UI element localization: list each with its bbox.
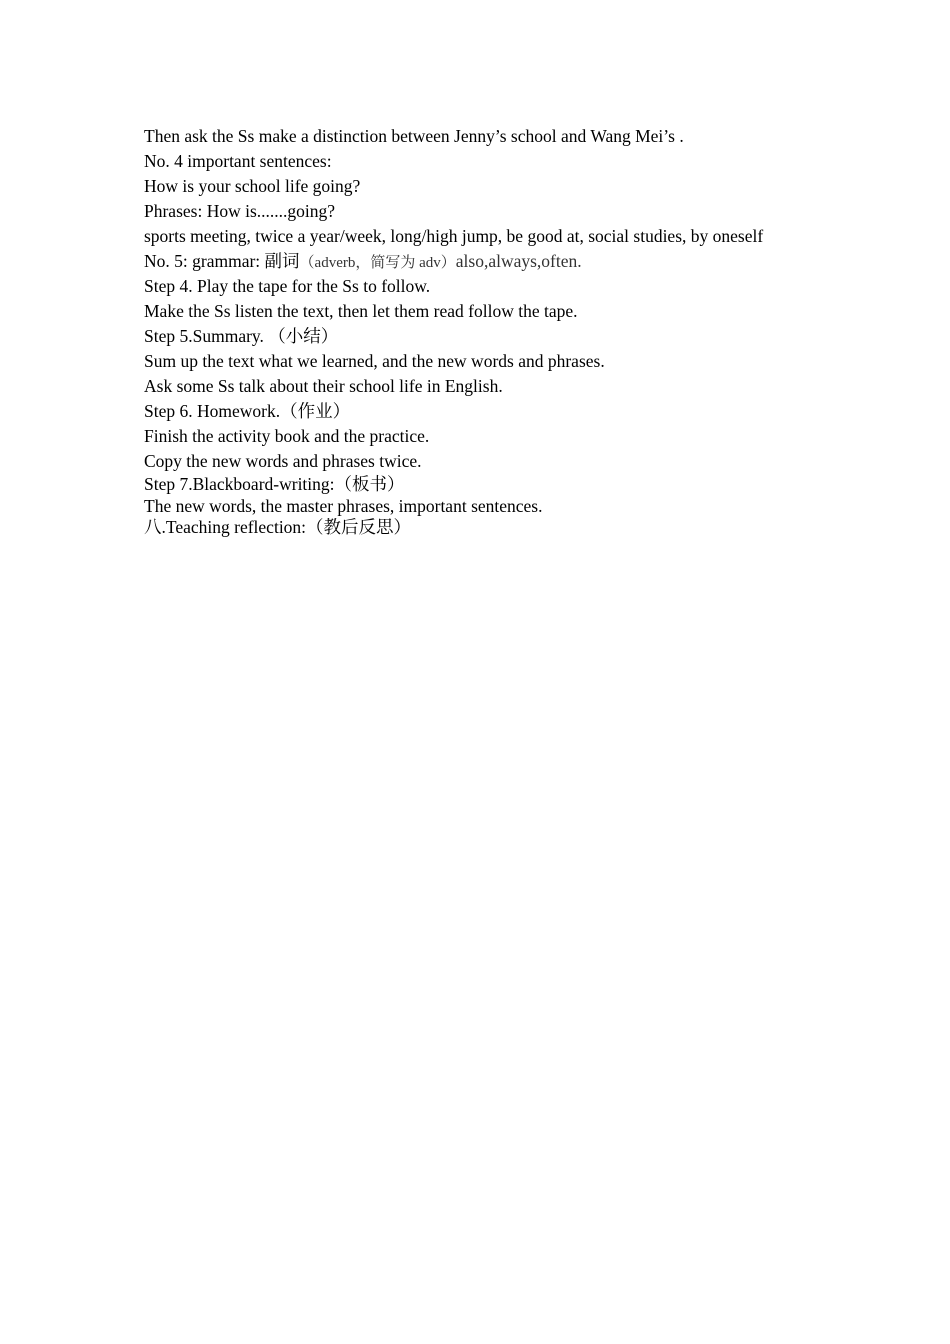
grammar-prefix: No. 5: grammar: 副词 bbox=[144, 251, 300, 271]
grammar-note: （adverb，简写为 adv） bbox=[299, 255, 456, 271]
step-5-detail-1: Sum up the text what we learned, and the new words and phrases. bbox=[144, 351, 605, 371]
instruction-line: Then ask the Ss make a distinction between Jenny’s school and Wang Mei’s . bbox=[144, 126, 684, 146]
step-6-detail-2: Copy the new words and phrases twice. bbox=[144, 451, 422, 471]
step-5-detail-2: Ask some Ss talk about their school life in English. bbox=[144, 376, 503, 396]
step-7-heading: Step 7.Blackboard-writing:（板书） bbox=[144, 474, 405, 494]
teaching-reflection-heading: 八.Teaching reflection:（教后反思） bbox=[144, 517, 412, 537]
example-sentence: How is your school life going? bbox=[144, 176, 361, 196]
step-7-detail: The new words, the master phrases, important sentences. bbox=[144, 495, 543, 516]
phrases-line: Phrases: How is.......going? bbox=[144, 201, 336, 221]
step-4-detail: Make the Ss listen the text, then let them read follow the tape. bbox=[144, 301, 578, 321]
step-6-heading: Step 6. Homework.（作业） bbox=[144, 401, 351, 421]
step-5-heading: Step 5.Summary. （小结） bbox=[144, 326, 339, 346]
grammar-line bbox=[144, 249, 806, 274]
lesson-plan-text bbox=[144, 124, 806, 539]
step-4-heading: Step 4. Play the tape for the Ss to follow. bbox=[144, 276, 431, 296]
step-6-detail-1: Finish the activity book and the practice. bbox=[144, 426, 430, 446]
grammar-examples: also,always,often. bbox=[455, 251, 582, 271]
phrase-list: sports meeting, twice a year/week, long/high jump, be good at, social studies, by oneself bbox=[144, 226, 764, 246]
important-sentences-heading: No. 4 important sentences: bbox=[144, 151, 332, 171]
